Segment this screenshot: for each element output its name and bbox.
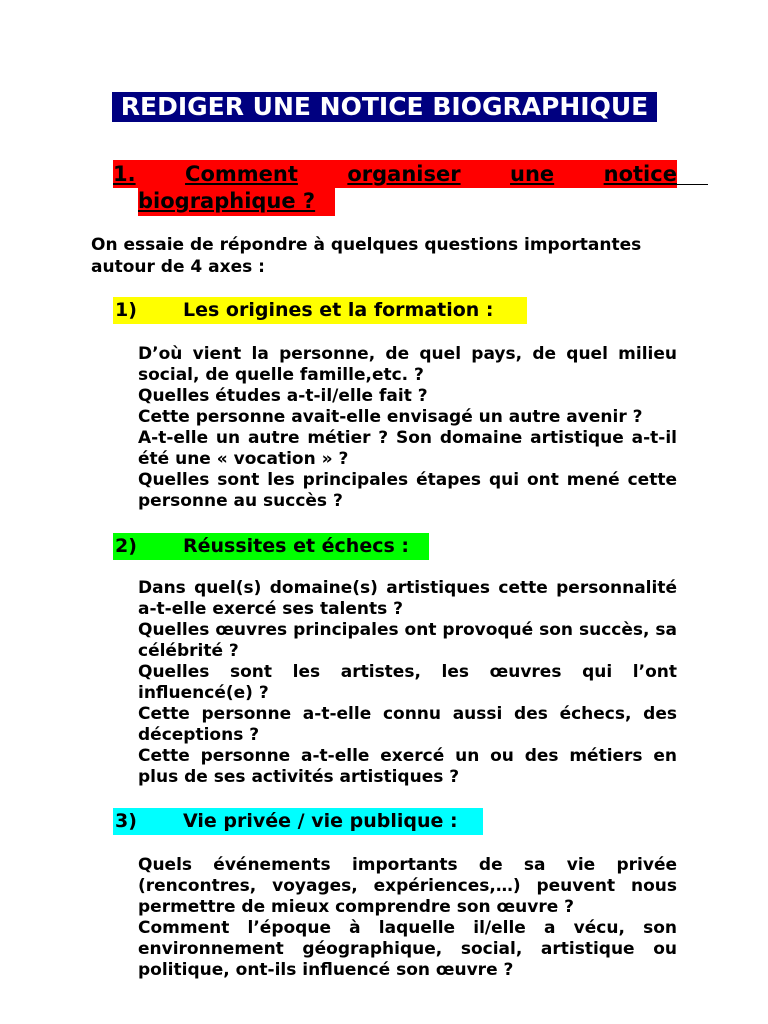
axis3-title: Vie privée / vie publique : <box>183 810 458 832</box>
question-line: Cette personne avait-elle envisagé un autre avenir ? <box>138 407 643 427</box>
section1-word: notice <box>603 162 677 186</box>
axis2-title: Réussites et échecs : <box>183 535 409 557</box>
axis3-heading <box>113 808 483 835</box>
axis1-questions <box>138 344 677 512</box>
section1-word: une <box>510 162 555 186</box>
question-line: D’où vient la personne, de quel pays, de quel milieu social, de quelle famille,etc. ? <box>138 344 677 385</box>
axis3-number: 3) <box>115 810 137 832</box>
section1-word: organiser <box>347 162 461 186</box>
axis1-title: Les origines et la formation : <box>183 299 494 321</box>
question-line: Cette personne a-t-elle exercé un ou des métiers en plus de ses activités artistiques ? <box>138 746 677 787</box>
axis2-heading <box>113 533 429 560</box>
question-line: A-t-elle un autre métier ? Son domaine artistique a-t-il été une « vocation » ? <box>138 428 677 469</box>
section1-word: Comment <box>185 162 298 186</box>
axis2-questions <box>138 578 677 788</box>
axis2-number: 2) <box>115 535 137 557</box>
section1-heading <box>113 161 677 188</box>
intro-paragraph: On essaie de répondre à quelques questions importantes autour de 4 axes : <box>91 235 642 277</box>
question-line: Quelles sont les artistes, les œuvres qui l’ont influencé(e) ? <box>138 662 677 703</box>
question-line: Quels événements importants de sa vie privée (rencontres, voyages, expériences,…) peuvent nous permettre de mieux comprendre son œuvre ? <box>138 855 677 917</box>
question-line: Comment l’époque à laquelle il/elle a vécu, son environnement géographique, social, artistique ou politique, ont-ils influencé son œuvre ? <box>138 918 677 980</box>
question-line: Dans quel(s) domaine(s) artistiques cette personnalité a-t-elle exercé ses talents ? <box>138 578 677 619</box>
question-line: Quelles sont les principales étapes qui ont mené cette personne au succès ? <box>138 470 677 511</box>
axis1-heading <box>113 297 527 324</box>
axis3-questions <box>138 855 677 981</box>
section1-heading-line2: biographique ? <box>138 189 316 213</box>
axis1-number: 1) <box>115 299 137 321</box>
question-line: Cette personne a-t-elle connu aussi des échecs, des déceptions ? <box>138 704 677 745</box>
question-line: Quelles œuvres principales ont provoqué son succès, sa célébrité ? <box>138 620 677 661</box>
question-line: Quelles études a-t-il/elle fait ? <box>138 386 428 406</box>
document-title: REDIGER UNE NOTICE BIOGRAPHIQUE <box>112 92 657 122</box>
section1-number: 1. <box>113 162 136 186</box>
heading-rule <box>677 184 708 185</box>
